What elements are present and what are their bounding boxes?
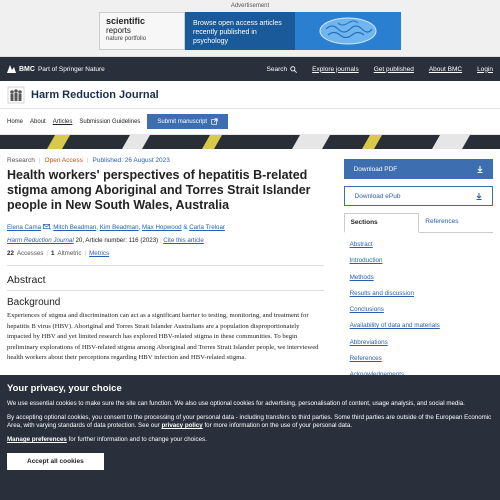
- author-and: &: [183, 224, 188, 231]
- divider: [7, 265, 324, 266]
- author-list: Elena Cama , Mitch Beadman, Kim Beadman, Max Hopwood & Carla Treloar: [7, 224, 225, 231]
- sidebar: [344, 157, 493, 386]
- publisher-nav: [267, 66, 494, 73]
- tab-references[interactable]: References: [425, 218, 459, 225]
- section-link[interactable]: Introduction: [349, 257, 383, 265]
- download-pdf-label: Download PDF: [353, 165, 398, 173]
- article-metrics: 22 Accesses | 1 Altmetric | Metrics: [7, 250, 110, 257]
- author-link[interactable]: Mitch Beadman: [53, 224, 97, 231]
- search-icon: [290, 66, 297, 73]
- article-type: Research: [7, 157, 35, 164]
- ad-text: Browse open access articles recently published in psychology: [185, 12, 295, 50]
- abstract-text: Experiences of stigma and discrimination can act as a significant barrier to testing, monitoring, and treatment for hepatitis B virus (HBV). Aboriginal and Torres Strait Islander Australians are a population disproportionately impacted by HBV and yet limited research has explored HBV-related stigma in these communities. To begin preliminary explorations of HBV-related stigma among Aboriginal and Torres Strait Islander people, we interviewed health workers about their perceptions regarding HBV infection and HBV-related stigma.: [7, 312, 319, 361]
- ad-banner[interactable]: [99, 12, 401, 50]
- journal-header: [0, 81, 500, 109]
- bmc-logo[interactable]: [7, 65, 105, 73]
- section-link[interactable]: Methods: [349, 273, 374, 281]
- background-heading: Background: [7, 297, 61, 308]
- cookie-banner: [0, 375, 500, 500]
- ad-brand: [99, 12, 185, 50]
- altmetric-label: Altmetric: [57, 250, 82, 257]
- ad-brand-sub: nature portfolio: [106, 36, 147, 42]
- accept-cookies-button[interactable]: Accept all cookies: [7, 453, 104, 470]
- accesses-label: Accesses: [16, 250, 44, 257]
- explore-journals-link[interactable]: Explore journals: [312, 65, 359, 73]
- section-link[interactable]: Abstract: [349, 241, 373, 248]
- journal-title[interactable]: Harm Reduction Journal: [31, 88, 159, 101]
- download-epub-button[interactable]: [344, 186, 493, 206]
- tab-sections[interactable]: Sections: [344, 213, 420, 233]
- author-link[interactable]: Kim Beadman: [99, 224, 139, 231]
- download-epub-label: Download ePub: [354, 192, 401, 200]
- altmetric-count: 1: [50, 250, 55, 257]
- submit-manuscript-label: Submit manuscript: [157, 118, 208, 125]
- external-link-icon: [211, 118, 218, 125]
- divider: [7, 290, 324, 291]
- section-link[interactable]: Availability of data and materials: [349, 322, 440, 330]
- cite-this-article-link[interactable]: Cite this article: [163, 237, 204, 244]
- nav-submission-guidelines[interactable]: Submission Guidelines: [79, 118, 141, 125]
- section-link[interactable]: Conclusions: [349, 306, 384, 314]
- author-link[interactable]: Elena Cama: [7, 224, 42, 231]
- article-meta: Research | Open Access | Published: 26 August 2023: [7, 157, 170, 164]
- cookie-text-3: Manage preferences for further information and to change your choices.: [7, 436, 207, 443]
- manage-preferences-link[interactable]: Manage preferences: [7, 436, 67, 443]
- metrics-link[interactable]: Metrics: [89, 250, 110, 257]
- search-label: Search: [266, 65, 288, 73]
- email-icon[interactable]: [43, 224, 50, 229]
- section-list: [344, 239, 493, 386]
- ad-brand-line2: reports: [106, 26, 131, 35]
- decorative-banner: [0, 135, 500, 149]
- get-published-link[interactable]: Get published: [373, 65, 414, 73]
- cookie-title: Your privacy, your choice: [7, 383, 122, 394]
- cite-journal-link[interactable]: Harm Reduction Journal: [7, 237, 74, 244]
- author-link[interactable]: Max Hopwood: [142, 224, 182, 231]
- download-pdf-button[interactable]: [344, 159, 493, 179]
- section-link[interactable]: Results and discussion: [349, 289, 414, 297]
- privacy-policy-link[interactable]: privacy policy: [161, 422, 203, 429]
- about-bmc-link[interactable]: About BMC: [428, 65, 463, 73]
- sidebar-tabs: [344, 213, 493, 233]
- citation-line: Harm Reduction Journal 20, Article number: 116 (2023) | Cite this article: [7, 237, 204, 244]
- published-date: Published: 26 August 2023: [92, 157, 170, 164]
- advertisement-area: [0, 0, 500, 57]
- brain-image: [295, 12, 401, 50]
- article-title: Health workers' perspectives of hepatitis B-related stigma among Aboriginal and Torres Strait Islander people in New South Wales, Australia: [7, 168, 311, 212]
- cookie-text-1: We use essential cookies to make sure the site can function. We also use optional cookies for advertising, personalisation of content, usage analysis, and social media.: [7, 400, 465, 407]
- cite-details: 20, Article number: 116 (2023): [73, 237, 159, 244]
- login-link[interactable]: Login: [477, 65, 493, 73]
- search-link[interactable]: [267, 66, 298, 73]
- springer-text: Part of Springer Nature: [37, 65, 105, 73]
- abstract-heading: Abstract: [7, 274, 46, 286]
- main-content: [0, 149, 500, 386]
- nav-home[interactable]: Home: [7, 118, 24, 125]
- author-link[interactable]: Carla Treloar: [189, 224, 225, 231]
- journal-nav: [0, 109, 500, 135]
- download-icon: [477, 166, 483, 173]
- article: [7, 157, 324, 386]
- section-link[interactable]: Abbreviations: [349, 338, 388, 346]
- download-icon: [476, 193, 482, 200]
- bmc-logo-text: BMC: [19, 65, 35, 73]
- cookie-text-2: By accepting optional cookies, you consent to the processing of your personal data - including transfers to third parties. Some third parties are outside of the European Economic Area, with varying standards of data protection. See our privacy policy for more information on the use of your personal data.: [7, 414, 492, 429]
- ad-brand-line1: scientific: [106, 16, 146, 26]
- submit-manuscript-button[interactable]: [147, 114, 228, 129]
- bmc-logo-icon: [7, 65, 16, 73]
- publisher-bar: [0, 57, 500, 81]
- journal-logo-icon[interactable]: [7, 86, 25, 104]
- open-access-badge: Open Access: [44, 157, 83, 164]
- nav-articles[interactable]: Articles: [52, 118, 73, 125]
- nav-about[interactable]: About: [30, 118, 46, 125]
- ad-label: Advertisement: [230, 3, 270, 9]
- section-link[interactable]: References: [349, 355, 382, 363]
- accesses-count: 22: [7, 250, 14, 257]
